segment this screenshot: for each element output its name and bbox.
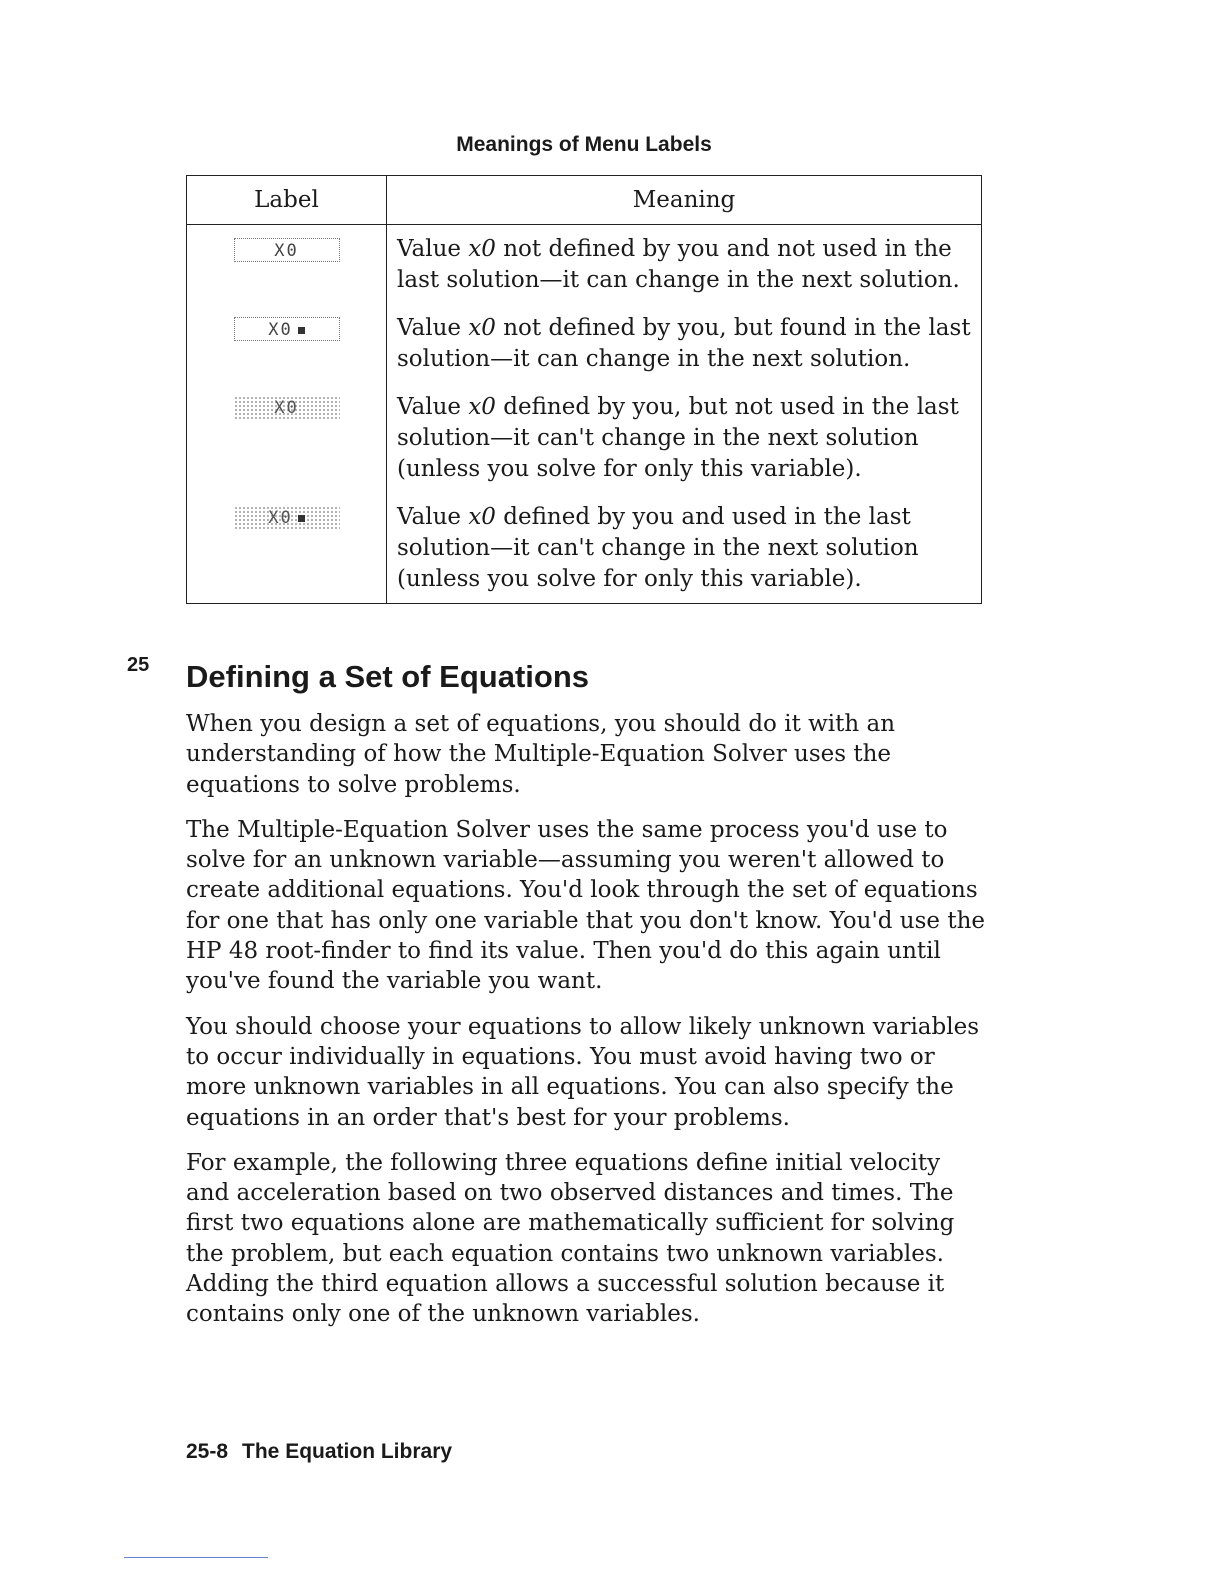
variable-name: x0 xyxy=(468,394,496,420)
variable-name: x0 xyxy=(468,315,496,341)
table-header-row xyxy=(187,176,982,225)
table-row xyxy=(187,383,982,493)
page-number: 25-8 xyxy=(186,1440,229,1463)
label-cell xyxy=(187,225,387,305)
table-row xyxy=(187,225,982,305)
paragraph: You should choose your equations to allow likely unknown variables to occur individually in equations. You must avoid having two or more unknown variables in all equations. You can also specify the equations in an order that's best for your problems. xyxy=(186,1013,980,1131)
label-cell xyxy=(187,304,387,383)
meaning-prefix: Value xyxy=(397,315,469,341)
paragraph: The Multiple-Equation Solver uses the same process you'd use to solve for an unknown variable—assuming you weren't allowed to create additional equations. You'd look through the set of equations for one that has only one variable that you don't know. You'd use the HP 48 root-finder to find its value. Then you'd do this again until you've found the variable you want. xyxy=(186,816,986,995)
chapter-title: The Equation Library xyxy=(242,1440,453,1463)
meaning-cell xyxy=(387,304,982,383)
body-text xyxy=(186,709,986,1345)
menu-key-text: X0 xyxy=(274,241,299,261)
meaning-text: defined by you, but not used in the last solution—it can't change in the next solution (unless you solve for only this variable). xyxy=(397,394,959,482)
header-label: Label xyxy=(187,176,387,225)
paragraph: For example, the following three equations define initial velocity and acceleration based on two observed distances and times. The first two equations alone are mathematically sufficient for solving the problem, but each equation contains two unknown variables. Adding the third equation allows a successful solution because it contains only one of the unknown variables. xyxy=(186,1149,955,1328)
table-row xyxy=(187,304,982,383)
bottom-rule xyxy=(124,1557,268,1558)
variable-name: x0 xyxy=(468,236,496,262)
variable-name: x0 xyxy=(468,504,496,530)
page-footer xyxy=(186,1440,452,1464)
table-row xyxy=(187,493,982,604)
menu-key-defined-unused xyxy=(234,396,340,420)
menu-labels-table xyxy=(186,175,982,604)
section-heading: Defining a Set of Equations xyxy=(186,659,590,694)
menu-key-undefined-unused xyxy=(234,238,340,262)
meaning-prefix: Value xyxy=(397,236,469,262)
section-margin-number: 25 xyxy=(127,654,150,676)
used-marker-icon xyxy=(298,515,305,522)
menu-key-text: X0 xyxy=(268,320,293,340)
meaning-cell xyxy=(387,225,982,305)
label-cell xyxy=(187,383,387,493)
meaning-text: not defined by you, but found in the last solution—it can change in the next solution. xyxy=(397,315,971,372)
paragraph: When you design a set of equations, you should do it with an understanding of how the Multiple-Equation Solver uses the equations to solve problems. xyxy=(186,711,896,798)
table-title: Meanings of Menu Labels xyxy=(456,133,712,156)
menu-key-undefined-used xyxy=(234,317,340,341)
menu-key-text: X0 xyxy=(268,508,293,528)
menu-key-defined-used xyxy=(234,506,340,530)
meaning-cell xyxy=(387,383,982,493)
menu-key-text: X0 xyxy=(274,398,299,418)
label-cell xyxy=(187,493,387,604)
meaning-prefix: Value xyxy=(397,394,469,420)
used-marker-icon xyxy=(298,327,305,334)
meaning-cell xyxy=(387,493,982,604)
meaning-prefix: Value xyxy=(397,504,469,530)
meaning-text: defined by you and used in the last solution—it can't change in the next solution (unless you solve for only this variable). xyxy=(397,504,919,592)
header-meaning: Meaning xyxy=(387,176,982,225)
meaning-text: not defined by you and not used in the last solution—it can change in the next solution. xyxy=(397,236,960,293)
